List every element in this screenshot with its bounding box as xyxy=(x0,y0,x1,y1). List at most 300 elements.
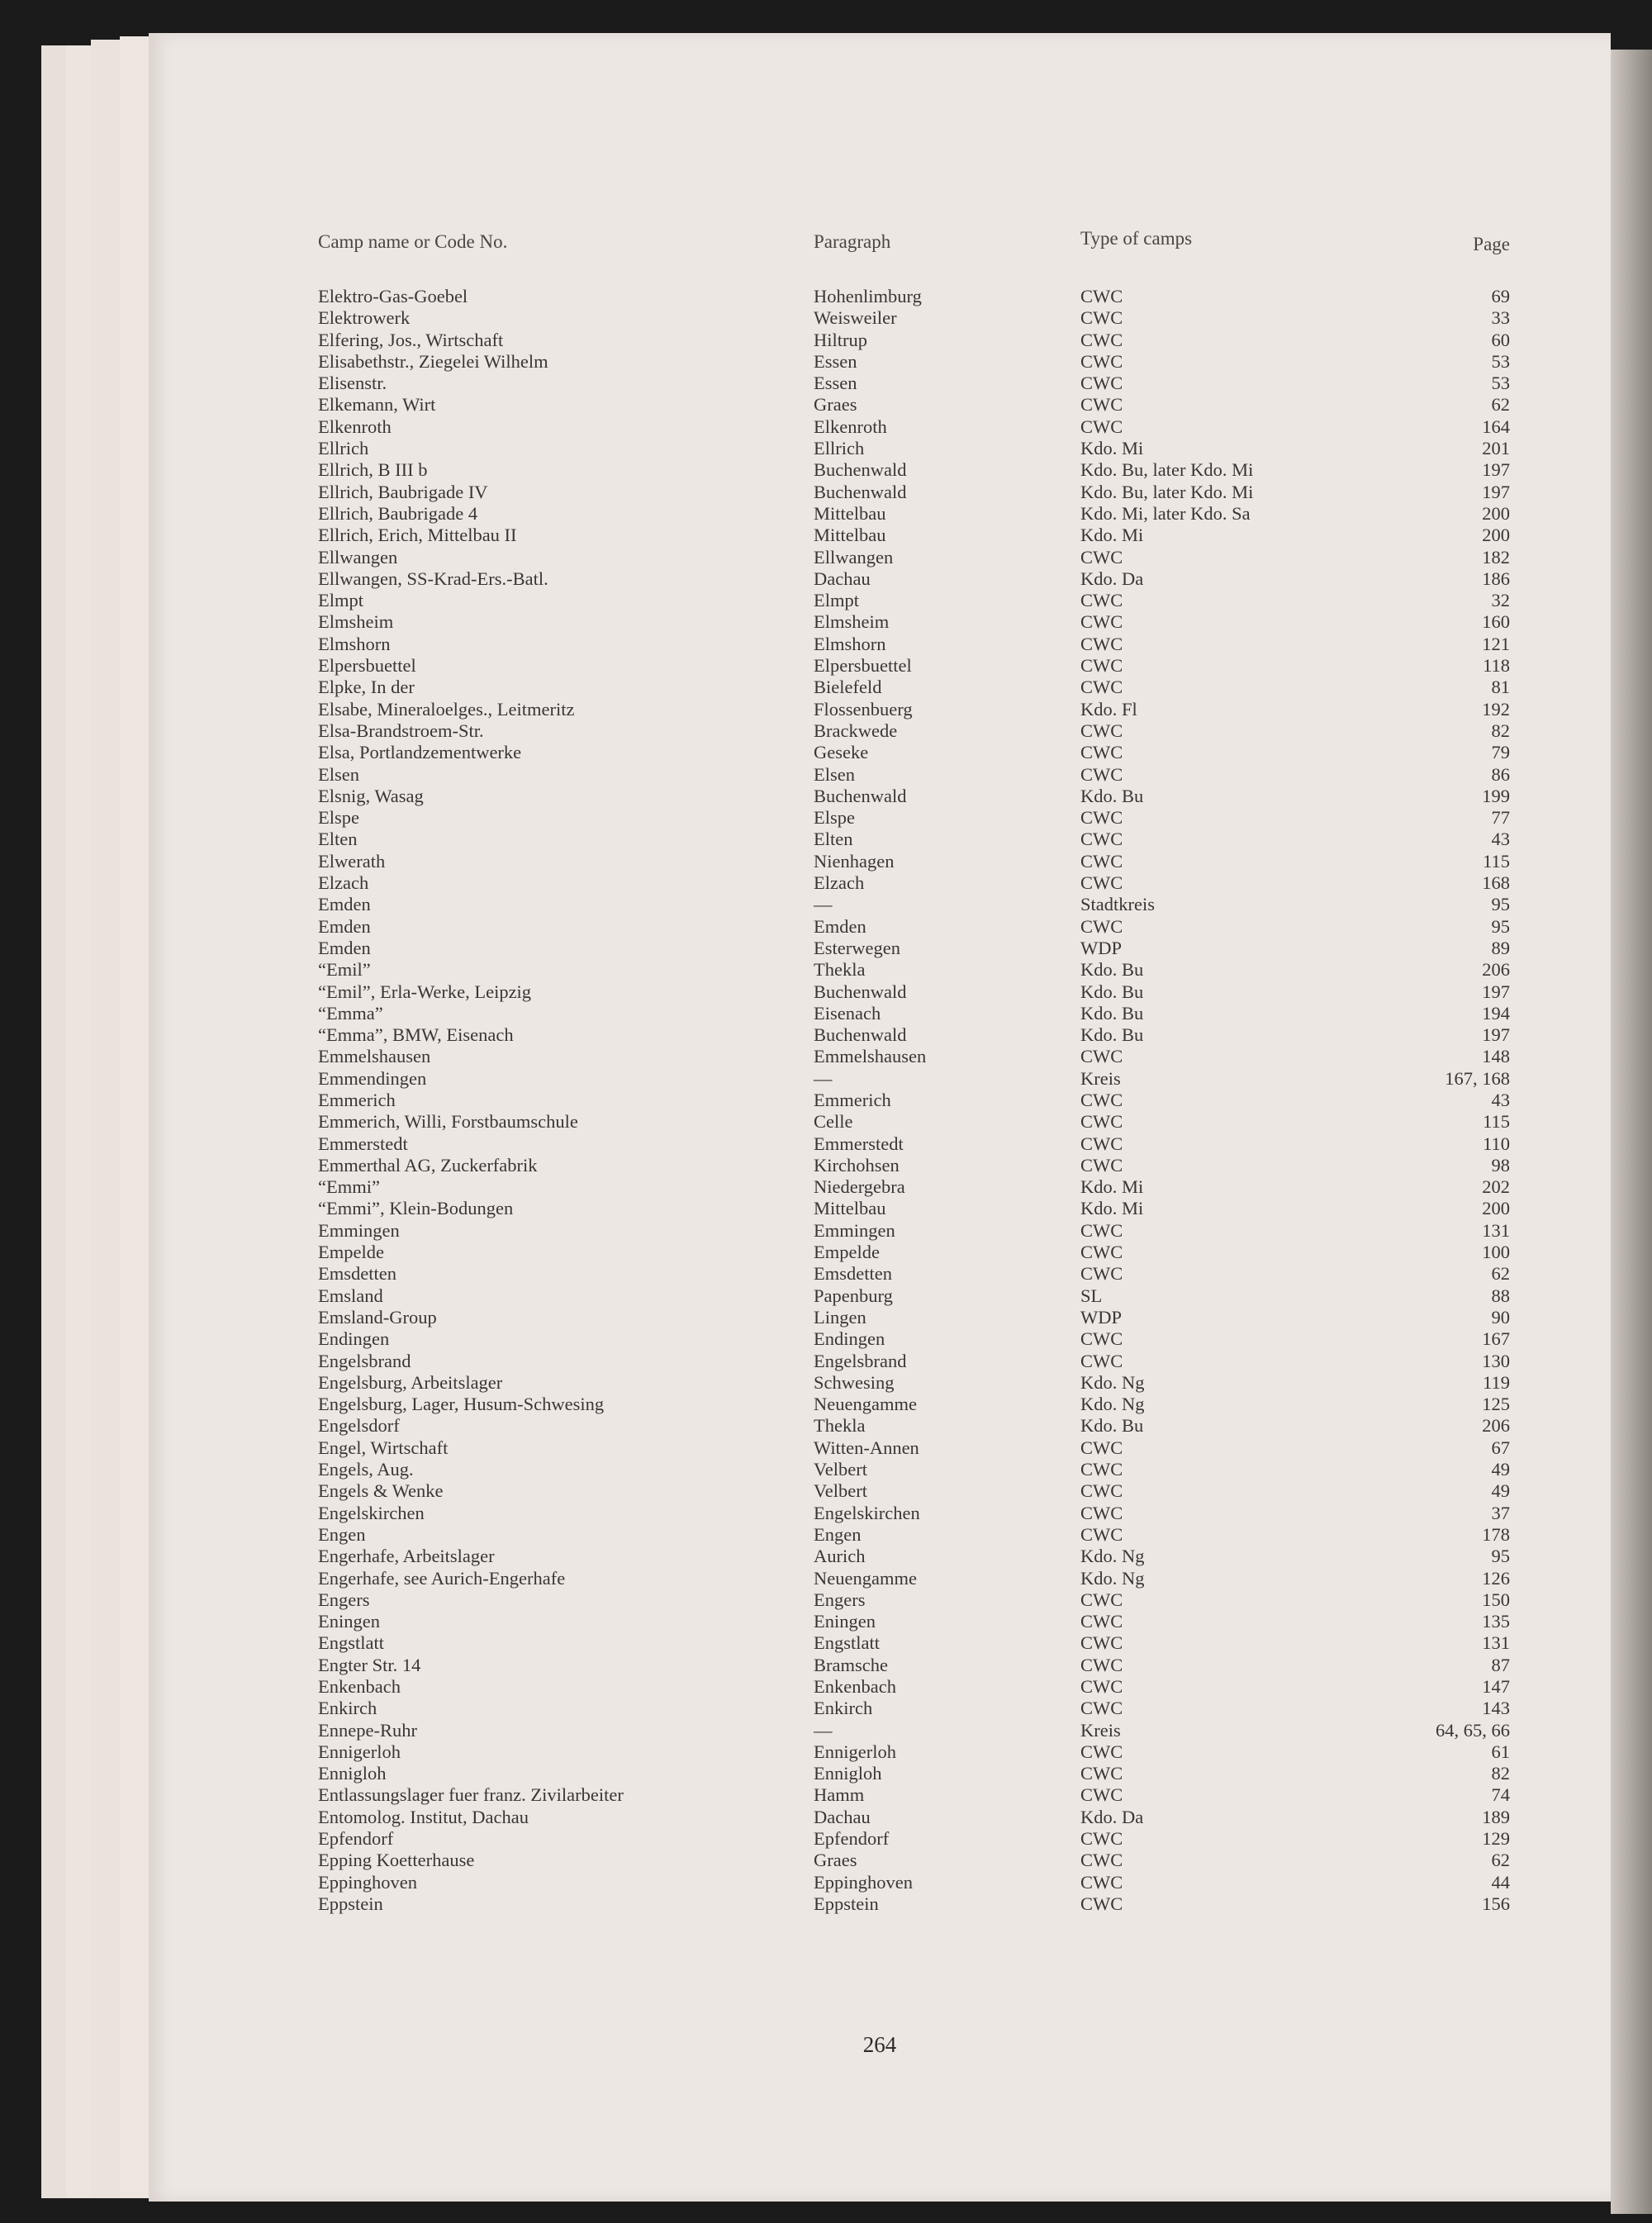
table-row xyxy=(149,1741,1611,1763)
camp-name: Engels, Aug. xyxy=(318,1459,414,1480)
table-row xyxy=(149,1307,1611,1328)
paragraph: Buchenwald xyxy=(814,481,907,502)
camp-name: Elkemann, Wirt xyxy=(318,394,436,416)
table-row xyxy=(149,1003,1611,1024)
camp-type: Kdo. Ng xyxy=(1080,1394,1145,1415)
table-row xyxy=(149,1220,1611,1242)
page-ref: 115 xyxy=(1483,850,1510,872)
camp-type: WDP xyxy=(1080,937,1122,958)
camp-type: CWC xyxy=(1080,1350,1123,1371)
camp-name: Epping Koetterhause xyxy=(318,1850,475,1871)
page-ref: 89 xyxy=(1491,937,1510,958)
page-ref: 88 xyxy=(1491,1285,1510,1306)
paragraph: Elmshorn xyxy=(814,633,886,654)
table-row xyxy=(149,1437,1611,1459)
paragraph: Emmerich xyxy=(814,1089,891,1110)
camp-name: Emden xyxy=(318,937,371,958)
camp-type: Kdo. Bu, later Kdo. Mi xyxy=(1080,459,1254,481)
page-ref: 126 xyxy=(1482,1567,1510,1589)
camp-type: CWC xyxy=(1080,633,1123,654)
camp-type: Kdo. Da xyxy=(1080,568,1144,589)
table-row xyxy=(149,1893,1611,1915)
camp-name: Ellwangen, SS-Krad-Ers.-Batl. xyxy=(318,568,548,589)
camp-type: CWC xyxy=(1080,1111,1123,1133)
page-ref: 62 xyxy=(1491,394,1510,416)
paragraph: Graes xyxy=(814,394,857,416)
index-table xyxy=(149,286,1611,1915)
table-row xyxy=(149,351,1611,373)
table-row xyxy=(149,416,1611,438)
camp-type: Kdo. Ng xyxy=(1080,1546,1145,1567)
table-row xyxy=(149,1394,1611,1415)
table-row xyxy=(149,547,1611,568)
paragraph: Endingen xyxy=(814,1328,885,1350)
table-row xyxy=(149,1263,1611,1285)
paragraph: Weisweiler xyxy=(814,307,897,329)
paragraph: Schwesing xyxy=(814,1371,895,1393)
camp-type: CWC xyxy=(1080,850,1123,872)
table-row xyxy=(149,1351,1611,1372)
paragraph: — xyxy=(814,1067,833,1089)
paragraph: Kirchohsen xyxy=(814,1154,900,1176)
camp-name: Engelsburg, Lager, Husum-Schwesing xyxy=(318,1394,605,1415)
table-row xyxy=(149,742,1611,763)
paragraph: Ellwangen xyxy=(814,546,894,568)
table-row xyxy=(149,307,1611,329)
camp-name: Emsland xyxy=(318,1285,383,1306)
page-ref: 197 xyxy=(1482,459,1510,481)
page-ref: 147 xyxy=(1482,1676,1510,1697)
page-ref: 37 xyxy=(1491,1502,1510,1523)
table-row xyxy=(149,851,1611,872)
table-row xyxy=(149,286,1611,307)
camp-type: CWC xyxy=(1080,677,1123,698)
camp-name: Elektro-Gas-Goebel xyxy=(318,286,468,306)
paragraph: Buchenwald xyxy=(814,785,907,806)
column-header-paragraph: Paragraph xyxy=(814,231,891,252)
page-ref: 121 xyxy=(1482,633,1510,654)
camp-name: Emmerich xyxy=(318,1089,396,1110)
camp-name: Engen xyxy=(318,1523,366,1545)
page-ref: 44 xyxy=(1491,1871,1510,1893)
camp-name: Ellwangen xyxy=(318,546,398,568)
table-row xyxy=(149,655,1611,677)
page-ref: 129 xyxy=(1482,1828,1510,1850)
camp-type: Kdo. Bu xyxy=(1080,981,1144,1002)
facing-page-edge xyxy=(1611,50,1652,2214)
table-row xyxy=(149,1655,1611,1676)
paragraph: Eisenach xyxy=(814,1002,881,1024)
camp-type: Kdo. Fl xyxy=(1080,698,1137,720)
table-row xyxy=(149,938,1611,959)
camp-name: Elkenroth xyxy=(318,416,392,437)
page-ref: 81 xyxy=(1491,677,1510,698)
paragraph: Engelsbrand xyxy=(814,1350,907,1371)
page-ref: 200 xyxy=(1482,1198,1510,1219)
page-ref: 95 xyxy=(1491,915,1510,937)
paragraph: Engstlatt xyxy=(814,1632,880,1654)
table-row xyxy=(149,1763,1611,1784)
table-row xyxy=(149,1784,1611,1806)
page-ref: 201 xyxy=(1482,438,1510,459)
camp-name: Eppinghoven xyxy=(318,1871,417,1893)
page-ref: 150 xyxy=(1482,1589,1510,1610)
table-row xyxy=(149,1024,1611,1046)
camp-name: Ellrich, B III b xyxy=(318,459,428,481)
paragraph: Elkenroth xyxy=(814,416,887,437)
camp-type: CWC xyxy=(1080,1154,1123,1176)
paragraph: Bramsche xyxy=(814,1654,888,1675)
camp-name: Elsabe, Mineraloelges., Leitmeritz xyxy=(318,698,575,720)
table-row xyxy=(149,634,1611,655)
page-ref: 79 xyxy=(1491,742,1510,763)
camp-type: Kdo. Mi xyxy=(1080,1198,1144,1219)
page-ref: 43 xyxy=(1491,829,1510,850)
paragraph: Velbert xyxy=(814,1480,867,1502)
camp-name: Engerhafe, see Aurich-Engerhafe xyxy=(318,1567,566,1589)
camp-name: “Emil” xyxy=(318,959,371,981)
page-ref: 206 xyxy=(1482,959,1510,981)
camp-name: Emmingen xyxy=(318,1219,400,1241)
page-ref: 87 xyxy=(1491,1654,1510,1675)
table-row xyxy=(149,1807,1611,1828)
camp-type: CWC xyxy=(1080,1459,1123,1480)
camp-name: Elsen xyxy=(318,763,359,785)
camp-name: Engelsburg, Arbeitslager xyxy=(318,1371,503,1393)
paragraph: Elten xyxy=(814,829,853,850)
table-row xyxy=(149,1133,1611,1155)
book-page xyxy=(149,33,1611,2202)
camp-type: Kdo. Ng xyxy=(1080,1371,1145,1393)
paragraph: Nienhagen xyxy=(814,850,895,872)
page-ref: 62 xyxy=(1491,1263,1510,1285)
camp-type: Kdo. Bu xyxy=(1080,959,1144,981)
page-ref: 43 xyxy=(1491,1089,1510,1110)
camp-type: Kdo. Ng xyxy=(1080,1567,1145,1589)
paragraph: Graes xyxy=(814,1850,857,1871)
table-row xyxy=(149,1524,1611,1546)
table-row xyxy=(149,829,1611,850)
camp-name: Ennepe-Ruhr xyxy=(318,1719,417,1741)
camp-type: CWC xyxy=(1080,1480,1123,1502)
camp-name: Elspe xyxy=(318,807,359,829)
paragraph: Elmpt xyxy=(814,590,859,611)
camp-type: CWC xyxy=(1080,350,1123,372)
paragraph: Thekla xyxy=(814,959,866,981)
page-ref: 82 xyxy=(1491,1763,1510,1784)
page-ref: 69 xyxy=(1491,286,1510,306)
paragraph: Eningen xyxy=(814,1611,876,1632)
page-ref: 206 xyxy=(1482,1415,1510,1437)
table-row xyxy=(149,1676,1611,1698)
camp-type: CWC xyxy=(1080,1676,1123,1697)
table-row xyxy=(149,590,1611,611)
paragraph: Papenburg xyxy=(814,1285,893,1306)
camp-name: Eppstein xyxy=(318,1893,383,1914)
page-ref: 160 xyxy=(1482,611,1510,633)
table-row xyxy=(149,677,1611,698)
page-ref: 49 xyxy=(1491,1480,1510,1502)
camp-name: Elten xyxy=(318,829,358,850)
camp-type: CWC xyxy=(1080,1219,1123,1241)
camp-type: CWC xyxy=(1080,416,1123,437)
page-ref: 53 xyxy=(1491,373,1510,394)
paragraph: — xyxy=(814,894,833,915)
camp-name: Emmerthal AG, Zuckerfabrik xyxy=(318,1154,538,1176)
page-ref: 60 xyxy=(1491,329,1510,350)
camp-name: Ellrich, Erich, Mittelbau II xyxy=(318,525,517,546)
page-ref: 64, 65, 66 xyxy=(1436,1719,1510,1741)
page-ref: 164 xyxy=(1482,416,1510,437)
paragraph: Elpersbuettel xyxy=(814,655,912,677)
camp-name: Empelde xyxy=(318,1242,384,1263)
paragraph: Eppstein xyxy=(814,1893,879,1914)
paragraph: Emsdetten xyxy=(814,1263,892,1285)
page-ref: 67 xyxy=(1491,1437,1510,1458)
camp-type: CWC xyxy=(1080,1828,1123,1850)
camp-name: Emden xyxy=(318,894,371,915)
camp-name: “Emma” xyxy=(318,1002,383,1024)
camp-type: CWC xyxy=(1080,915,1123,937)
table-row xyxy=(149,611,1611,633)
camp-name: Entlassungslager fuer franz. Zivilarbeiter xyxy=(318,1784,624,1806)
paragraph: Elsen xyxy=(814,763,855,785)
table-row xyxy=(149,981,1611,1003)
paragraph: Celle xyxy=(814,1111,853,1133)
camp-type: Kdo. Bu, later Kdo. Mi xyxy=(1080,481,1254,502)
page-ref: 200 xyxy=(1482,502,1510,524)
table-row xyxy=(149,1068,1611,1090)
camp-name: Elpke, In der xyxy=(318,677,415,698)
page-ref: 86 xyxy=(1491,763,1510,785)
camp-name: Engelsdorf xyxy=(318,1415,400,1437)
page-ref: 77 xyxy=(1491,807,1510,829)
page-ref: 200 xyxy=(1482,525,1510,546)
table-row xyxy=(149,438,1611,459)
table-row xyxy=(149,720,1611,742)
camp-type: CWC xyxy=(1080,1589,1123,1610)
camp-name: Elfering, Jos., Wirtschaft xyxy=(318,329,504,350)
camp-name: Emmerstedt xyxy=(318,1133,408,1154)
camp-name: Elpersbuettel xyxy=(318,655,416,677)
page-ref: 118 xyxy=(1483,655,1510,677)
camp-name: Elsnig, Wasag xyxy=(318,785,424,806)
table-row xyxy=(149,1828,1611,1850)
camp-type: CWC xyxy=(1080,1046,1123,1067)
camp-name: “Emil”, Erla-Werke, Leipzig xyxy=(318,981,532,1002)
camp-type: CWC xyxy=(1080,286,1123,306)
table-row xyxy=(149,1611,1611,1632)
page-ref: 98 xyxy=(1491,1154,1510,1176)
paragraph: Enkirch xyxy=(814,1698,873,1719)
camp-type: CWC xyxy=(1080,829,1123,850)
camp-type: CWC xyxy=(1080,307,1123,329)
paragraph: Mittelbau xyxy=(814,1198,886,1219)
camp-type: CWC xyxy=(1080,590,1123,611)
camp-type: Kreis xyxy=(1080,1719,1121,1741)
page-ref: 197 xyxy=(1482,1024,1510,1046)
camp-name: Eningen xyxy=(318,1611,380,1632)
page-ref: 131 xyxy=(1482,1219,1510,1241)
paragraph: Bielefeld xyxy=(814,677,882,698)
camp-type: CWC xyxy=(1080,1263,1123,1285)
paragraph: Esterwegen xyxy=(814,937,900,958)
page-ref: 119 xyxy=(1483,1371,1510,1393)
camp-type: CWC xyxy=(1080,1632,1123,1654)
camp-name: Elektrowerk xyxy=(318,307,411,329)
camp-name: Elmsheim xyxy=(318,611,394,633)
paragraph: — xyxy=(814,1719,833,1741)
camp-type: CWC xyxy=(1080,1893,1123,1914)
table-row xyxy=(149,1459,1611,1480)
camp-name: Elzach xyxy=(318,872,369,894)
camp-type: CWC xyxy=(1080,1741,1123,1762)
table-row xyxy=(149,525,1611,546)
table-row xyxy=(149,459,1611,481)
camp-name: Elmshorn xyxy=(318,633,391,654)
paragraph: Witten-Annen xyxy=(814,1437,919,1458)
page-ref: 156 xyxy=(1482,1893,1510,1914)
camp-name: Emmelshausen xyxy=(318,1046,431,1067)
table-row xyxy=(149,1285,1611,1307)
camp-name: Elisenstr. xyxy=(318,373,387,394)
camp-type: CWC xyxy=(1080,1763,1123,1784)
page-ref: 62 xyxy=(1491,1850,1510,1871)
page-ref: 178 xyxy=(1482,1523,1510,1545)
camp-name: Engelskirchen xyxy=(318,1502,425,1523)
camp-name: Ellrich, Baubrigade IV xyxy=(318,481,488,502)
camp-name: Engers xyxy=(318,1589,370,1610)
page-ref: 110 xyxy=(1483,1133,1510,1154)
table-row xyxy=(149,894,1611,915)
paragraph: Buchenwald xyxy=(814,459,907,481)
camp-type: CWC xyxy=(1080,611,1123,633)
camp-type: CWC xyxy=(1080,394,1123,416)
page-number: 264 xyxy=(862,2032,897,2057)
paragraph: Empelde xyxy=(814,1242,880,1263)
paragraph: Emmingen xyxy=(814,1219,895,1241)
paragraph: Epfendorf xyxy=(814,1828,890,1850)
page-ref: 49 xyxy=(1491,1459,1510,1480)
page-ref: 194 xyxy=(1482,1002,1510,1024)
table-row xyxy=(149,1090,1611,1111)
table-row xyxy=(149,1155,1611,1176)
camp-name: Epfendorf xyxy=(318,1828,394,1850)
camp-type: CWC xyxy=(1080,1523,1123,1545)
camp-type: Kdo. Bu xyxy=(1080,1002,1144,1024)
camp-name: Entomolog. Institut, Dachau xyxy=(318,1806,529,1827)
table-row xyxy=(149,373,1611,394)
camp-name: Endingen xyxy=(318,1328,390,1350)
page-ref: 33 xyxy=(1491,307,1510,329)
page-ref: 125 xyxy=(1482,1394,1510,1415)
camp-type: Kreis xyxy=(1080,1067,1121,1089)
paragraph: Eppinghoven xyxy=(814,1871,913,1893)
camp-type: Kdo. Mi xyxy=(1080,1176,1144,1198)
camp-name: Ellrich xyxy=(318,438,369,459)
page-ref: 197 xyxy=(1482,981,1510,1002)
table-row xyxy=(149,786,1611,807)
camp-type: Kdo. Bu xyxy=(1080,785,1144,806)
table-row xyxy=(149,503,1611,525)
camp-name: “Emmi”, Klein-Bodungen xyxy=(318,1198,514,1219)
camp-name: Emmerich, Willi, Forstbaumschule xyxy=(318,1111,578,1133)
page-ref: 197 xyxy=(1482,481,1510,502)
camp-type: Kdo. Mi xyxy=(1080,438,1144,459)
camp-type: CWC xyxy=(1080,1437,1123,1458)
paragraph: Dachau xyxy=(814,568,871,589)
table-row xyxy=(149,1046,1611,1067)
table-row xyxy=(149,482,1611,503)
camp-name: Enkirch xyxy=(318,1698,377,1719)
camp-name: Engter Str. 14 xyxy=(318,1654,421,1675)
camp-type: CWC xyxy=(1080,742,1123,763)
page-ref: 192 xyxy=(1482,698,1510,720)
page-ref: 32 xyxy=(1491,590,1510,611)
camp-type: CWC xyxy=(1080,1850,1123,1871)
camp-type: CWC xyxy=(1080,1089,1123,1110)
camp-name: “Emmi” xyxy=(318,1176,380,1198)
camp-type: Kdo. Bu xyxy=(1080,1024,1144,1046)
paragraph: Brackwede xyxy=(814,720,898,741)
paragraph: Dachau xyxy=(814,1806,871,1827)
page-ref: 61 xyxy=(1491,1741,1510,1762)
page-ref: 148 xyxy=(1482,1046,1510,1067)
table-row xyxy=(149,807,1611,829)
table-row xyxy=(149,394,1611,416)
column-header-name: Camp name or Code No. xyxy=(318,231,508,252)
page-ref: 168 xyxy=(1482,872,1510,894)
camp-type: CWC xyxy=(1080,1611,1123,1632)
camp-name: Elsa, Portlandzementwerke xyxy=(318,742,522,763)
paragraph: Geseke xyxy=(814,742,869,763)
column-header-page: Page xyxy=(1473,234,1510,254)
page-ref: 189 xyxy=(1482,1806,1510,1827)
camp-type: Stadtkreis xyxy=(1080,894,1155,915)
paragraph: Niedergebra xyxy=(814,1176,905,1198)
paragraph: Emmelshausen xyxy=(814,1046,927,1067)
table-row xyxy=(149,1480,1611,1502)
paragraph: Ennigloh xyxy=(814,1763,882,1784)
camp-type: Kdo. Mi, later Kdo. Sa xyxy=(1080,502,1251,524)
table-row xyxy=(149,330,1611,351)
table-row xyxy=(149,1176,1611,1198)
camp-name: Engelsbrand xyxy=(318,1350,411,1371)
camp-type: Kdo. Mi xyxy=(1080,525,1144,546)
table-row xyxy=(149,959,1611,981)
paragraph: Velbert xyxy=(814,1459,867,1480)
camp-name: Engstlatt xyxy=(318,1632,384,1654)
camp-type: CWC xyxy=(1080,1502,1123,1523)
camp-name: Elisabethstr., Ziegelei Wilhelm xyxy=(318,350,548,372)
paragraph: Aurich xyxy=(814,1546,866,1567)
table-row xyxy=(149,764,1611,786)
camp-type: CWC xyxy=(1080,807,1123,829)
camp-name: Emsdetten xyxy=(318,1263,396,1285)
camp-name: Ennigerloh xyxy=(318,1741,401,1762)
paragraph: Ellrich xyxy=(814,438,865,459)
table-row xyxy=(149,1850,1611,1871)
camp-type: CWC xyxy=(1080,1871,1123,1893)
paragraph: Buchenwald xyxy=(814,981,907,1002)
table-row xyxy=(149,1415,1611,1437)
page-ref: 130 xyxy=(1482,1350,1510,1371)
camp-name: Elmpt xyxy=(318,590,363,611)
camp-type: CWC xyxy=(1080,329,1123,350)
paragraph: Hiltrup xyxy=(814,329,867,350)
camp-name: Emmendingen xyxy=(318,1067,427,1089)
table-row xyxy=(149,1328,1611,1350)
